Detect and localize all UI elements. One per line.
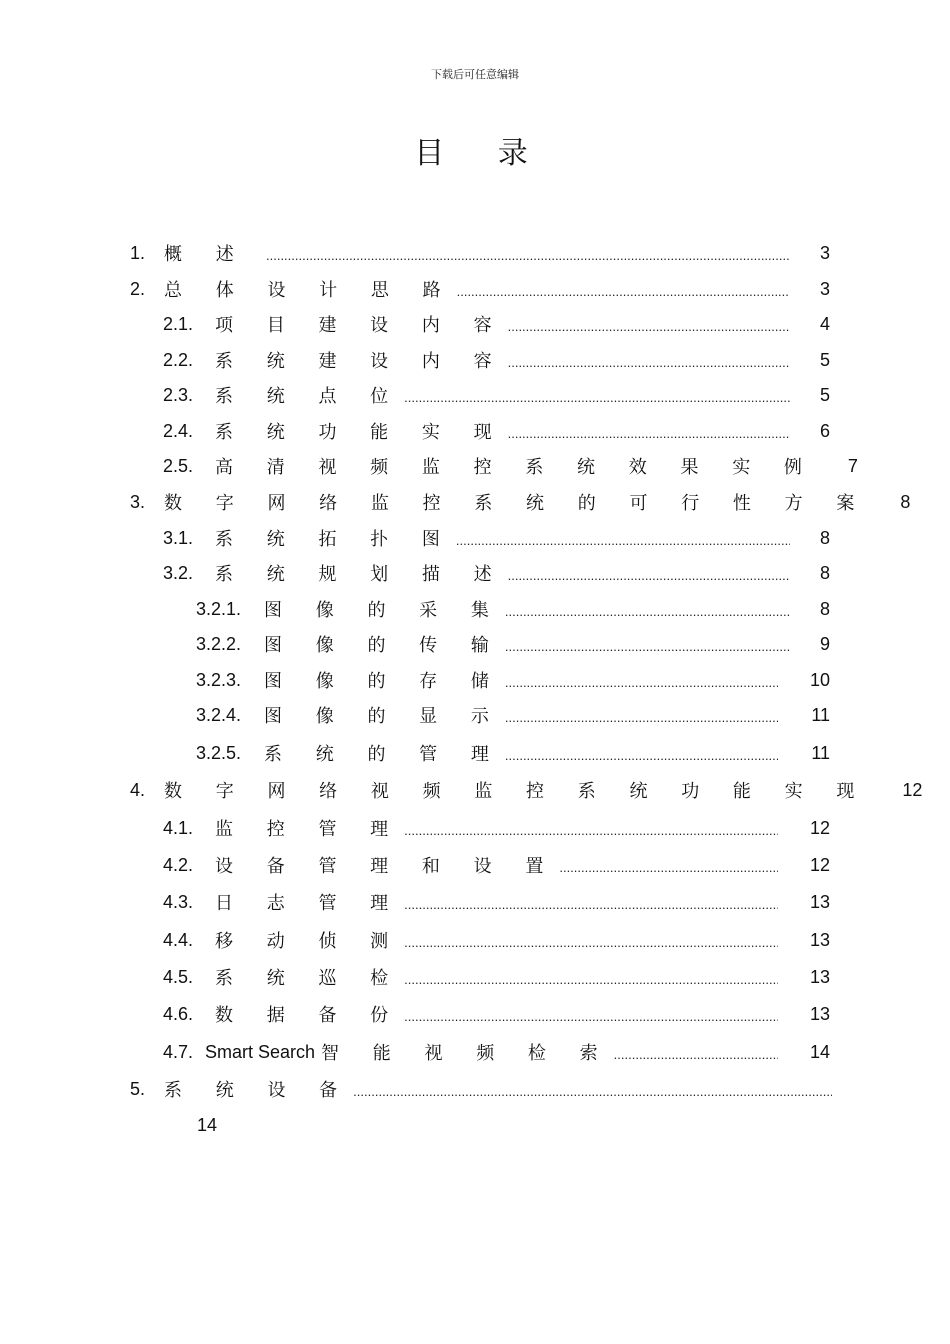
- toc-title: 高 清 视 频 监 控 系 统 效 果 实 例: [215, 457, 816, 478]
- toc-entry[interactable]: [130, 1077, 832, 1101]
- toc-title: 系 统 建 设 内 容: [215, 351, 506, 372]
- toc-page: 9: [819, 633, 830, 654]
- toc-entry[interactable]: [196, 741, 830, 765]
- leader-dots: [457, 284, 790, 299]
- toc-title: 设 备 管 理 和 设 置: [215, 856, 558, 877]
- toc-number: 4.5.: [163, 966, 194, 987]
- toc-title: 概 述: [164, 244, 248, 265]
- toc-title: 系 统 功 能 实 现: [215, 422, 506, 443]
- toc-entry[interactable]: [163, 348, 830, 372]
- toc-title: 图 像 的 采 集: [264, 600, 503, 621]
- toc-page: 11: [811, 704, 830, 725]
- toc-title: 系 统 点 位: [215, 386, 403, 407]
- toc-entry[interactable]: [163, 890, 830, 914]
- toc-page: 3: [819, 278, 830, 299]
- page-title: 目 录: [414, 136, 550, 171]
- toc-title: 系 统 规 划 描 述: [215, 564, 506, 585]
- toc-page: 11: [811, 742, 830, 763]
- leader-dots: [404, 897, 778, 912]
- toc-number: 3.2.4.: [196, 704, 242, 725]
- toc-title: 系 统 的 管 理: [264, 744, 503, 765]
- toc-title: 图 像 的 存 储: [264, 671, 503, 692]
- toc-page: 14: [197, 1115, 218, 1135]
- toc-entry[interactable]: [196, 703, 830, 727]
- toc-title: 数 据 备 份: [215, 1005, 403, 1026]
- toc-number: 5.: [130, 1078, 146, 1099]
- leader-dots: [614, 1047, 778, 1062]
- toc-entry[interactable]: [163, 1002, 830, 1026]
- toc-title: 智 能 视 频 检 索: [321, 1043, 612, 1064]
- toc-entry[interactable]: [196, 668, 830, 692]
- toc-number: 4.3.: [163, 891, 194, 912]
- leader-dots: [404, 823, 778, 838]
- toc-number: 4.6.: [163, 1003, 194, 1024]
- toc-number: 3.2.: [163, 562, 194, 583]
- toc-entry[interactable]: [130, 490, 911, 514]
- toc-page: 8: [819, 598, 830, 619]
- toc-number: 3.1.: [163, 527, 194, 548]
- toc-title: 数 字 网 络 视 频 监 控 系 统 功 能 实 现: [164, 781, 869, 802]
- toc-page: 13: [809, 891, 830, 912]
- leader-dots: [404, 1009, 778, 1024]
- toc-page: 13: [809, 1003, 830, 1024]
- toc-number: 2.2.: [163, 349, 194, 370]
- toc-entry[interactable]: [130, 241, 830, 265]
- toc-number: 3.2.5.: [196, 742, 242, 763]
- toc-entry[interactable]: [196, 632, 830, 656]
- toc-title: 图 像 的 显 示: [264, 706, 503, 727]
- toc-page: 13: [809, 966, 830, 987]
- toc-number: 4.1.: [163, 817, 194, 838]
- toc-page: 7: [847, 455, 858, 476]
- toc-entry[interactable]: [163, 1040, 830, 1064]
- toc-title: 数 字 网 络 监 控 系 统 的 可 行 性 方 案: [164, 493, 869, 514]
- leader-dots: [456, 533, 790, 548]
- toc-number: 2.3.: [163, 384, 194, 405]
- leader-dots: [505, 604, 790, 619]
- leader-dots: [404, 935, 778, 950]
- toc-entry[interactable]: [163, 312, 830, 336]
- toc-number: 4.4.: [163, 929, 194, 950]
- leader-dots: [404, 390, 790, 405]
- toc-page: 6: [819, 420, 830, 441]
- toc-entry[interactable]: [163, 419, 830, 443]
- leader-dots: [505, 748, 778, 763]
- toc-number: 3.2.2.: [196, 633, 242, 654]
- toc-page: 3: [819, 242, 830, 263]
- leader-dots: [505, 675, 778, 690]
- toc-number: 2.1.: [163, 313, 194, 334]
- toc-number: 4.: [130, 779, 146, 800]
- toc-number: 4.7.: [163, 1041, 194, 1062]
- toc-number: 2.5.: [163, 455, 194, 476]
- leader-dots: [353, 1084, 832, 1099]
- toc-entry[interactable]: [163, 454, 858, 478]
- leader-dots: [404, 972, 778, 987]
- toc-title: 日 志 管 理: [215, 893, 403, 914]
- leader-dots: [508, 568, 790, 583]
- toc-title: 图 像 的 传 输: [264, 635, 503, 656]
- toc-title: 监 控 管 理: [215, 819, 403, 840]
- toc-page: 8: [900, 491, 911, 512]
- toc-page: 5: [819, 384, 830, 405]
- toc-page: 10: [809, 669, 830, 690]
- toc-entry[interactable]: [163, 853, 830, 877]
- toc-page: 13: [809, 929, 830, 950]
- toc-number: 3.2.1.: [196, 598, 242, 619]
- toc-entry[interactable]: [163, 383, 830, 407]
- leader-dots: [559, 860, 778, 875]
- toc-page: 4: [819, 313, 830, 334]
- toc-entry[interactable]: [196, 597, 830, 621]
- toc-page: 14: [809, 1041, 830, 1062]
- toc-page: 12: [809, 817, 830, 838]
- toc-page: 5: [819, 349, 830, 370]
- toc-number: 4.2.: [163, 854, 194, 875]
- leader-dots: [266, 248, 790, 263]
- leader-dots: [508, 426, 790, 441]
- toc-number: 3.2.3.: [196, 669, 242, 690]
- toc-title-en: Smart Search: [205, 1041, 316, 1062]
- toc-page: 12: [902, 779, 923, 800]
- toc-number: 2.: [130, 278, 146, 299]
- toc-title: 系 统 巡 检: [215, 968, 403, 989]
- toc-entry[interactable]: [163, 561, 830, 585]
- leader-dots: [508, 319, 790, 334]
- leader-dots: [505, 710, 778, 725]
- toc-page: 8: [819, 527, 830, 548]
- toc-title: 移 动 侦 测: [215, 931, 403, 952]
- toc-entry[interactable]: [163, 928, 830, 952]
- toc-title: 系 统 设 备: [164, 1080, 352, 1101]
- toc-entry[interactable]: [130, 277, 830, 301]
- leader-dots: [505, 639, 790, 654]
- toc-title: 总 体 设 计 思 路: [164, 280, 455, 301]
- toc-entry[interactable]: [163, 526, 830, 550]
- toc-number: 1.: [130, 242, 146, 263]
- toc-title: 系 统 拓 扑 图: [215, 529, 454, 550]
- toc-page: 8: [819, 562, 830, 583]
- toc-title: 项 目 建 设 内 容: [215, 315, 506, 336]
- toc-entry[interactable]: [163, 965, 830, 989]
- page-header: 下载后可任意编辑: [431, 68, 519, 81]
- leader-dots: [508, 355, 790, 370]
- toc-number: 2.4.: [163, 420, 194, 441]
- toc-number: 3.: [130, 491, 146, 512]
- toc-page: 12: [809, 854, 830, 875]
- toc-entry[interactable]: [163, 816, 830, 840]
- toc-entry[interactable]: [130, 778, 923, 802]
